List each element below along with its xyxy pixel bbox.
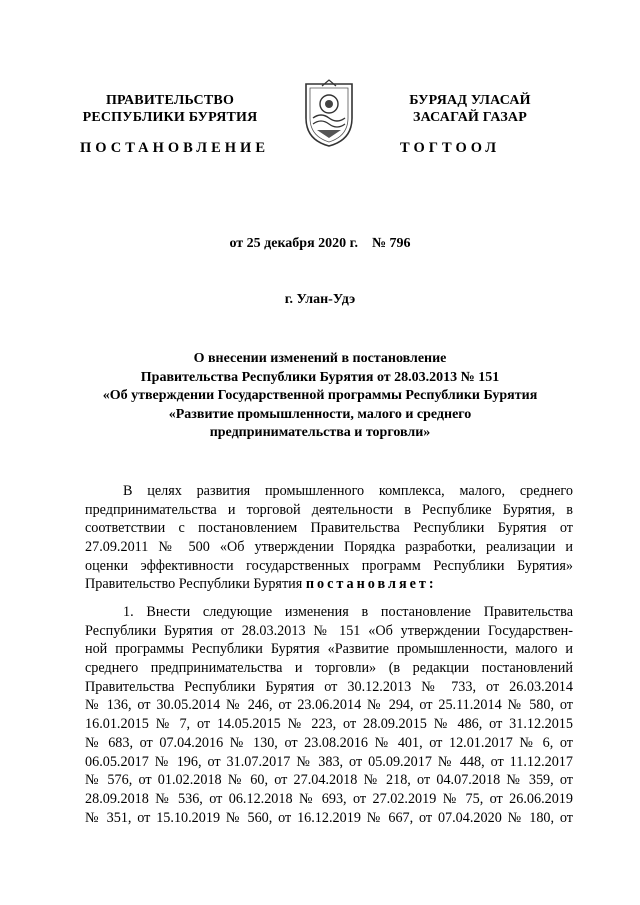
text-line: 1. Внести следующие изменения в постановление Правительства <box>123 604 573 620</box>
preamble-paragraph <box>85 482 573 594</box>
text-line: 16.01.2015 № 7, от 14.05.2015 № 223, от 28.09.2015 № 486, от 31.12.2015 <box>85 716 573 733</box>
text-line: 27.09.2011 № 500 «Об утверждении Порядка разработки, реализации и <box>85 539 573 556</box>
document-number: № 796 <box>371 236 411 251</box>
date-line <box>0 236 640 252</box>
text-line: № 683, от 07.04.2016 № 130, от 23.08.2016 № 401, от 12.01.2017 № 6, от <box>85 734 573 751</box>
text-line: В целях развития промышленного комплекса, малого, среднего <box>123 483 573 499</box>
text-line: 28.09.2018 № 536, от 06.12.2018 № 693, от 27.02.2019 № 75, от 26.06.2019 <box>85 790 573 807</box>
resolution-lead: Правительство Республики Бурятия <box>85 576 306 593</box>
text-line: предпринимательства и торговой деятельности в Республике Бурятия, в <box>85 501 573 518</box>
text-line: оценки эффективности государственных программ Республики Бурятия» <box>85 557 573 574</box>
doc-type-left: ПОСТАНОВЛЕНИЕ <box>80 140 270 156</box>
header-right-line2: ЗАСАГАЙ ГАЗАР <box>412 110 527 125</box>
title-line: «Об утверждении Государственной программы Республики Бурятия <box>102 388 538 403</box>
title-line: «Развитие промышленности, малого и среднего <box>168 406 472 422</box>
text-line: № 576, от 01.02.2018 № 60, от 27.04.2018 № 218, от 04.07.2018 № 359, от <box>85 772 573 789</box>
city-name: г. Улан-Удэ <box>284 292 356 307</box>
text-line <box>85 575 573 594</box>
text-line: Правительства Республики Бурятия от 30.12.2013 № 733, от 26.03.2014 <box>85 678 573 695</box>
text-line: Республики Бурятия от 28.03.2013 № 151 «Об утверждении Государствен- <box>85 622 573 639</box>
text-line: соответствии с постановлением Правительства Республики Бурятия от <box>85 520 573 537</box>
resolves-word: постановляет: <box>305 576 437 593</box>
text-line: среднего предпринимательства и торговли» (в редакции постановлений <box>85 660 573 677</box>
title-line: Правительства Республики Бурятия от 28.03.2013 № 151 <box>140 369 500 385</box>
clause-1-paragraph <box>85 603 573 827</box>
document-title <box>90 350 550 443</box>
text-line: 06.05.2017 № 196, от 31.07.2017 № 383, от 05.09.2017 № 448, от 11.12.2017 <box>85 753 573 770</box>
header-right <box>350 92 590 126</box>
text-line: № 136, от 30.05.2014 № 246, от 23.06.2014 № 294, от 25.11.2014 № 580, от <box>85 697 573 714</box>
header-left <box>50 92 290 126</box>
title-line: предпринимательства и торговли» <box>209 425 431 440</box>
header-left-line1: ПРАВИТЕЛЬСТВО <box>105 93 235 108</box>
text-line: ной программы Республики Бурятия «Развитие промышленности, малого и <box>85 641 573 658</box>
document-date: от 25 декабря 2020 г. <box>229 236 358 251</box>
text-line: № 351, от 15.10.2019 № 560, от 16.12.2019 № 667, от 07.04.2020 № 180, от <box>85 809 573 826</box>
doc-type-right: ТОГТООЛ <box>400 140 501 156</box>
title-line: О внесении изменений в постановление <box>193 351 447 366</box>
header-right-line1: БУРЯАД УЛАСАЙ <box>409 93 531 108</box>
header-left-line2: РЕСПУБЛИКИ БУРЯТИЯ <box>82 110 258 125</box>
